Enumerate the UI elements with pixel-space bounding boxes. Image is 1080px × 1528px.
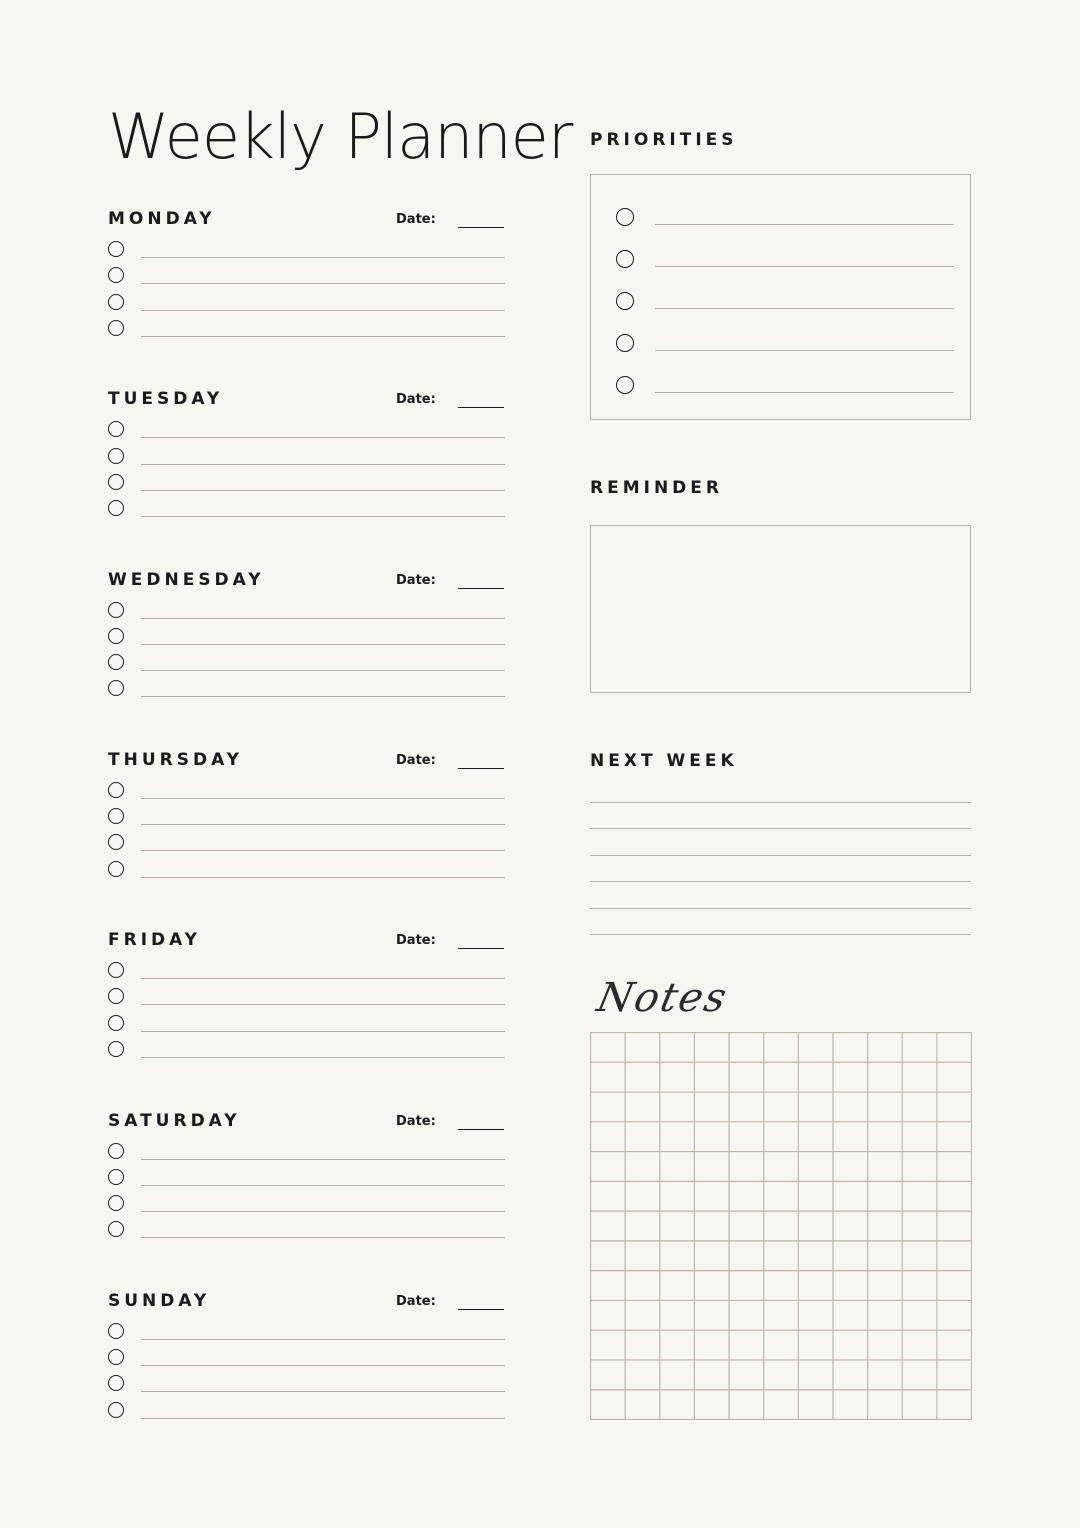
date-field[interactable] (458, 227, 504, 228)
next-week-line[interactable] (590, 802, 971, 803)
task-row[interactable] (108, 1221, 505, 1247)
priority-item[interactable] (616, 208, 954, 228)
priority-line[interactable] (655, 350, 954, 351)
task-line[interactable] (141, 1159, 505, 1160)
day-name: WEDNESDAY (108, 569, 265, 590)
task-line[interactable] (141, 257, 505, 258)
circle-checkbox-icon[interactable] (108, 782, 124, 798)
task-line[interactable] (141, 310, 505, 311)
task-line[interactable] (141, 1185, 505, 1186)
task-row[interactable] (108, 1402, 505, 1428)
task-line[interactable] (141, 670, 505, 671)
circle-checkbox-icon[interactable] (108, 1195, 124, 1211)
day-name: SUNDAY (108, 1290, 211, 1311)
task-row[interactable] (108, 294, 505, 320)
task-line[interactable] (141, 283, 505, 284)
task-row[interactable] (108, 1143, 505, 1169)
day-name: FRIDAY (108, 930, 201, 951)
task-line[interactable] (141, 978, 505, 979)
task-row[interactable] (108, 1375, 505, 1401)
date-field[interactable] (458, 588, 504, 589)
task-row[interactable] (108, 1195, 505, 1221)
next-week-line[interactable] (590, 881, 971, 882)
circle-checkbox-icon[interactable] (616, 334, 634, 352)
date-field[interactable] (458, 1129, 504, 1130)
circle-checkbox-icon[interactable] (108, 1402, 124, 1418)
task-row[interactable] (108, 628, 505, 654)
circle-checkbox-icon[interactable] (616, 376, 634, 394)
task-line[interactable] (141, 1339, 505, 1340)
circle-checkbox-icon[interactable] (108, 241, 124, 257)
task-line[interactable] (141, 1004, 505, 1005)
next-week-line[interactable] (590, 828, 971, 829)
date-label: Date: (396, 1293, 436, 1309)
task-line[interactable] (141, 877, 505, 878)
circle-checkbox-icon[interactable] (108, 448, 124, 464)
task-row[interactable] (108, 474, 505, 500)
task-row[interactable] (108, 808, 505, 834)
date-field[interactable] (458, 1309, 504, 1310)
task-row[interactable] (108, 861, 505, 887)
task-line[interactable] (141, 437, 505, 438)
date-label: Date: (396, 933, 436, 949)
priority-line[interactable] (655, 266, 954, 267)
task-row[interactable] (108, 1323, 505, 1349)
date-label: Date: (396, 212, 436, 227)
date-label: Date: (396, 572, 436, 588)
circle-checkbox-icon[interactable] (108, 1169, 124, 1185)
task-row[interactable] (108, 680, 505, 706)
day-name: TUESDAY (108, 389, 224, 410)
day-section-tuesday (108, 389, 505, 529)
circle-checkbox-icon[interactable] (108, 1323, 124, 1339)
next-week-line[interactable] (590, 908, 971, 909)
task-row[interactable] (108, 241, 505, 267)
task-row[interactable] (108, 834, 505, 860)
task-row[interactable] (108, 1041, 505, 1067)
task-row[interactable] (108, 654, 505, 680)
circle-checkbox-icon[interactable] (108, 1221, 124, 1237)
reminder-box[interactable] (590, 525, 971, 693)
circle-checkbox-icon[interactable] (108, 602, 124, 618)
circle-checkbox-icon[interactable] (108, 680, 124, 696)
circle-checkbox-icon[interactable] (616, 208, 634, 226)
task-row[interactable] (108, 962, 505, 988)
priority-line[interactable] (655, 224, 954, 225)
priority-item[interactable] (616, 250, 954, 270)
task-line[interactable] (141, 850, 505, 851)
priority-item[interactable] (616, 376, 954, 396)
day-section-monday (108, 209, 505, 349)
priorities-title: PRIORITIES (590, 130, 738, 150)
notes-grid[interactable] (590, 1032, 972, 1420)
task-line[interactable] (141, 464, 505, 465)
task-line[interactable] (141, 1211, 505, 1212)
task-row[interactable] (108, 421, 505, 447)
circle-checkbox-icon[interactable] (108, 654, 124, 670)
task-line[interactable] (141, 644, 505, 645)
task-line[interactable] (141, 336, 505, 337)
circle-checkbox-icon[interactable] (108, 988, 124, 1004)
task-row[interactable] (108, 320, 505, 346)
day-section-friday (108, 930, 505, 1070)
notes-title: Notes (593, 975, 733, 1021)
circle-checkbox-icon[interactable] (108, 294, 124, 310)
date-label: Date: (396, 752, 436, 768)
next-week-line[interactable] (590, 934, 971, 935)
next-week-line[interactable] (590, 855, 971, 856)
task-row[interactable] (108, 267, 505, 293)
circle-checkbox-icon[interactable] (108, 1041, 124, 1057)
task-row[interactable] (108, 500, 505, 526)
circle-checkbox-icon[interactable] (108, 500, 124, 516)
task-line[interactable] (141, 618, 505, 619)
circle-checkbox-icon[interactable] (108, 421, 124, 437)
task-line[interactable] (141, 824, 505, 825)
circle-checkbox-icon[interactable] (108, 474, 124, 490)
circle-checkbox-icon[interactable] (108, 962, 124, 978)
task-line[interactable] (141, 1391, 505, 1392)
task-row[interactable] (108, 782, 505, 808)
date-label: Date: (396, 392, 436, 408)
task-line[interactable] (141, 798, 505, 799)
task-row[interactable] (108, 448, 505, 474)
circle-checkbox-icon[interactable] (108, 267, 124, 283)
day-name: MONDAY (108, 209, 216, 229)
task-line[interactable] (141, 1418, 505, 1419)
task-line[interactable] (141, 490, 505, 491)
date-field[interactable] (458, 768, 504, 769)
task-line[interactable] (141, 1237, 505, 1238)
circle-checkbox-icon[interactable] (108, 1143, 124, 1159)
next-week-title: NEXT WEEK (590, 751, 738, 771)
task-row[interactable] (108, 1349, 505, 1375)
circle-checkbox-icon[interactable] (108, 1375, 124, 1391)
reminder-title: REMINDER (590, 478, 723, 498)
task-row[interactable] (108, 988, 505, 1014)
priority-item[interactable] (616, 292, 954, 312)
task-row[interactable] (108, 1169, 505, 1195)
task-line[interactable] (141, 516, 505, 517)
day-section-sunday (108, 1291, 505, 1431)
page-title: Weekly Planner (108, 100, 573, 173)
circle-checkbox-icon[interactable] (616, 250, 634, 268)
day-section-wednesday (108, 570, 505, 710)
date-label: Date: (396, 1113, 436, 1129)
date-field[interactable] (458, 948, 504, 949)
task-row[interactable] (108, 1015, 505, 1041)
priorities-box (590, 174, 971, 420)
day-name: SATURDAY (108, 1110, 241, 1131)
day-name: THURSDAY (108, 749, 243, 770)
priority-item[interactable] (616, 334, 954, 354)
date-field[interactable] (458, 407, 504, 408)
task-line[interactable] (141, 696, 505, 697)
priority-line[interactable] (655, 308, 954, 309)
task-line[interactable] (141, 1057, 505, 1058)
circle-checkbox-icon[interactable] (108, 628, 124, 644)
circle-checkbox-icon[interactable] (108, 808, 124, 824)
circle-checkbox-icon[interactable] (108, 1349, 124, 1365)
task-line[interactable] (141, 1031, 505, 1032)
day-section-thursday (108, 750, 505, 890)
task-line[interactable] (141, 1365, 505, 1366)
circle-checkbox-icon[interactable] (108, 834, 124, 850)
task-row[interactable] (108, 602, 505, 628)
priority-line[interactable] (655, 392, 954, 393)
circle-checkbox-icon[interactable] (108, 1015, 124, 1031)
circle-checkbox-icon[interactable] (108, 861, 124, 877)
circle-checkbox-icon[interactable] (616, 292, 634, 310)
circle-checkbox-icon[interactable] (108, 320, 124, 336)
day-section-saturday (108, 1111, 505, 1251)
